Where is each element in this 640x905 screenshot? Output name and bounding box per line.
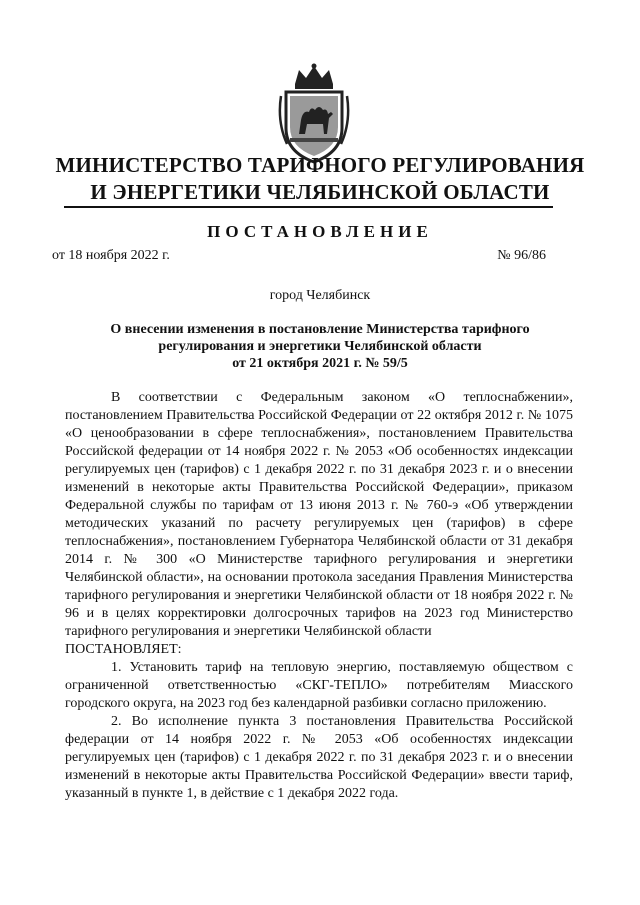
document-number: № 96/86 <box>497 248 546 263</box>
resolves-label: ПОСТАНОВЛЯЕТ: <box>65 642 182 657</box>
item-2-paragraph: 2. Во исполнение пункта 3 постановления Правительства Российской федерации от 14 ноября 2022 г. № 2053 «Об особенностях индексации регулируемых цен (тарифов) с 1 декабря 2022 г. по 31 декабря 2023 г. и о внесении изменений в некоторые акты Правительства Российской Федерации» ввести тариф, указанный в пункте 1, в действие с 1 декабря 2022 года. <box>65 714 573 801</box>
document-type: ПОСТАНОВЛЕНИЕ <box>207 222 433 241</box>
document-title-line1: О внесении изменения в постановление Министерства тарифного <box>110 322 530 337</box>
document-title-line2: регулирования и энергетики Челябинской области <box>158 339 482 354</box>
item-1-paragraph: 1. Установить тариф на тепловую энергию, поставляемую обществом с ограниченной ответственностью «СКГ-ТЕПЛО» потребителям Миасского городского округа, на 2023 год без календарной разбивки согласно приложению. <box>65 660 573 711</box>
document-title <box>100 321 540 372</box>
document-title-line3: от 21 октября 2021 г. № 59/5 <box>232 356 408 371</box>
ministry-name-line2: И ЭНЕРГЕТИКИ ЧЕЛЯБИНСКОЙ ОБЛАСТИ <box>90 180 550 204</box>
chelyabinsk-coat-of-arms-icon <box>273 62 355 166</box>
header-divider <box>64 206 553 208</box>
document-date: от 18 ноября 2022 г. <box>52 248 170 263</box>
ministry-name-line1: МИНИСТЕРСТВО ТАРИФНОГО РЕГУЛИРОВАНИЯ <box>55 153 585 177</box>
preamble-paragraph: В соответствии с Федеральным законом «О теплоснабжении», постановлением Правительства Российской Федерации от 22 октября 2012 г. № 1075 «О ценообразовании в сфере теплоснабжения», постановлением Правительства Российской федерации от 14 ноября 2022 г. № 2053 «Об особенностях индексации регулируемых цен (тарифов) с 1 декабря 2022 г. по 31 декабря 2023 г. и о внесении изменений в некоторые акты Правительства Российской Федерации», приказом Федеральной службы по тарифам от 13 июня 2013 г. № 760-э «Об утверждении методических указаний по расчету регулируемых цен (тарифов) в сфере теплоснабжения», постановлением Губернатора Челябинской области от 31 декабря 2014 г. № 300 «О Министерстве тарифного регулирования и энергетики Челябинской области», на основании протокола заседания Правления Министерства тарифного регулирования и энергетики Челябинской области от 18 ноября 2022 г. № 96 и в целях корректировки долгосрочных тарифов на 2023 год Министерство тарифного регулирования и энергетики Челябинской области <box>65 390 573 639</box>
document-city: город Челябинск <box>269 288 371 303</box>
ministry-name <box>40 152 600 206</box>
document-body <box>65 389 573 803</box>
